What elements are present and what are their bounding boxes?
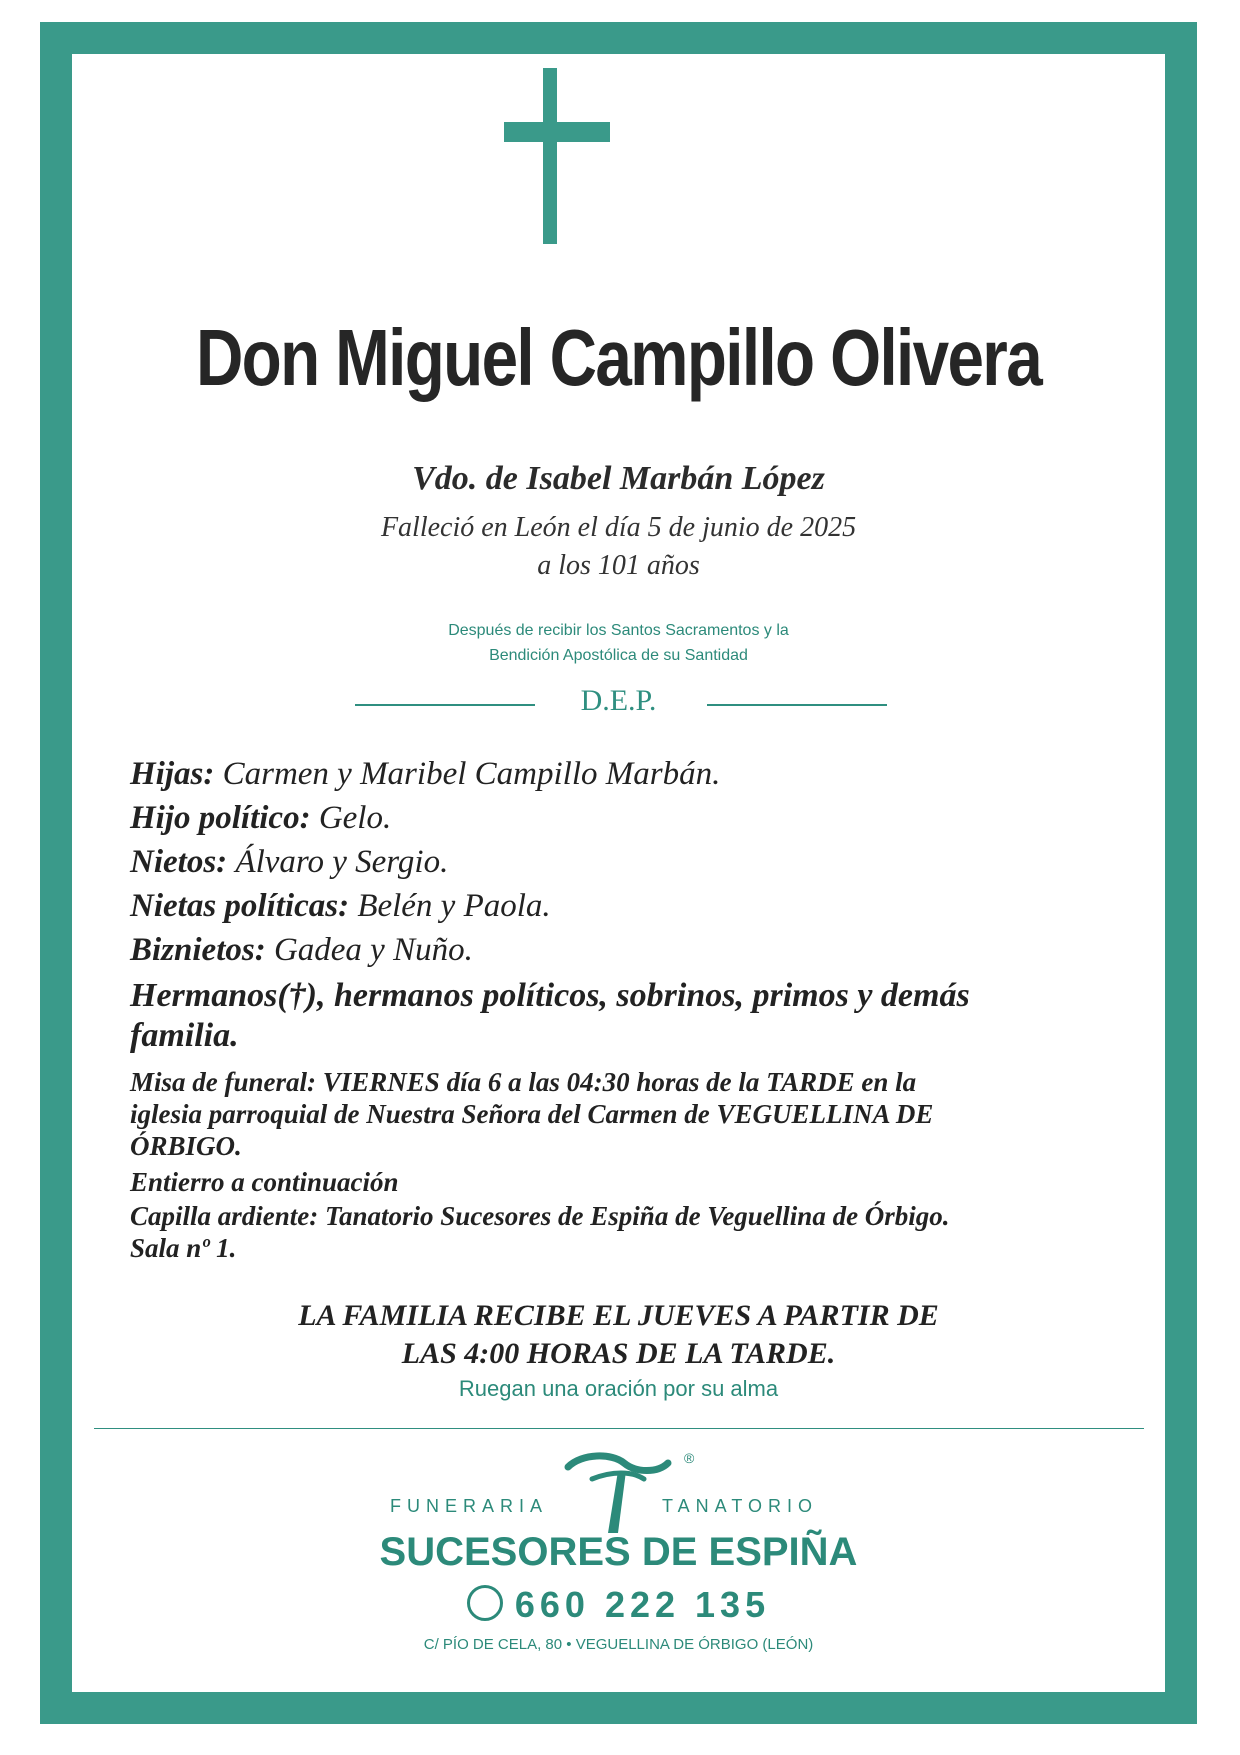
other-relatives-line-2: familia. [130, 1017, 239, 1054]
family-value: Gelo. [310, 800, 392, 836]
chapel-line-2: Sala nº 1. [130, 1233, 237, 1263]
address-line: C/ PÍO DE CELA, 80 • VEGUELLINA DE ÓRBIGO (LEÓN) [423, 1636, 814, 1653]
other-relatives-line-1: Hermanos(†), hermanos políticos, sobrinos, primos y demás [130, 977, 970, 1014]
chapel-line-1: Capilla ardiente: Tanatorio Sucesores de Espiña de Veguellina de Órbigo. [130, 1201, 950, 1231]
phone-icon [467, 1585, 503, 1621]
burial-line: Entierro a continuación [130, 1167, 399, 1197]
reception-line-1: LA FAMILIA RECIBE EL JUEVES A PARTIR DE [298, 1299, 939, 1332]
family-label: Nietas políticas: [130, 888, 350, 924]
funeral-home-logo-icon [562, 1449, 682, 1539]
age-line: a los 101 años [537, 550, 700, 581]
dep-divider [72, 684, 1165, 724]
prayer-line: Ruegan una oración por su alma [458, 1376, 779, 1401]
footer-divider [94, 1428, 1144, 1429]
deceased-name: Don Miguel Campillo Olivera [195, 313, 1042, 402]
family-row-grandsons [130, 842, 1130, 882]
dep-text: D.E.P. [580, 684, 657, 717]
family-label: Hijo político: [130, 800, 311, 836]
mass-line-2: iglesia parroquial de Nuestra Señora del Carmen de VEGUELLINA DE [130, 1099, 934, 1129]
obituary-sheet [72, 54, 1165, 1692]
family-value: Belén y Paola. [349, 888, 551, 924]
brand-name: SUCESORES DE ESPIÑA [379, 1530, 858, 1574]
registered-mark: ® [684, 1450, 695, 1466]
sacraments-line-1: Después de recibir los Santos Sacramentos y la [448, 622, 789, 639]
family-row-granddaughters-in-law [130, 886, 1130, 926]
family-row-son-in-law [130, 798, 1130, 838]
funeraria-tag: FUNERARIA [390, 1496, 549, 1516]
cross-icon [72, 54, 1165, 254]
mass-line-3: ÓRBIGO. [130, 1131, 242, 1161]
dep-line-right [707, 704, 887, 706]
death-line: Falleció en León el día 5 de junio de 2025 [380, 512, 857, 543]
family-label: Hijas: [130, 756, 215, 792]
widower-line: Vdo. de Isabel Marbán López [412, 460, 825, 497]
family-label: Nietos: [130, 844, 228, 880]
phone-line[interactable] [72, 1584, 1165, 1626]
sacraments-line-2: Bendición Apostólica de su Santidad [489, 647, 748, 664]
phone-number[interactable]: 660 222 135 [514, 1584, 771, 1625]
family-value: Carmen y Maribel Campillo Marbán. [214, 756, 721, 792]
family-value: Álvaro y Sergio. [227, 844, 449, 880]
family-label: Biznietos: [130, 932, 266, 968]
family-value: Gadea y Nuño. [265, 932, 473, 968]
mass-line-1: Misa de funeral: VIERNES día 6 a las 04:30 horas de la TARDE en la [130, 1067, 917, 1097]
family-row-great-grandchildren [130, 930, 1130, 970]
family-row-daughters [130, 754, 1130, 794]
reception-line-2: LAS 4:00 HORAS DE LA TARDE. [401, 1337, 836, 1370]
tanatorio-tag: TANATORIO [662, 1496, 819, 1516]
